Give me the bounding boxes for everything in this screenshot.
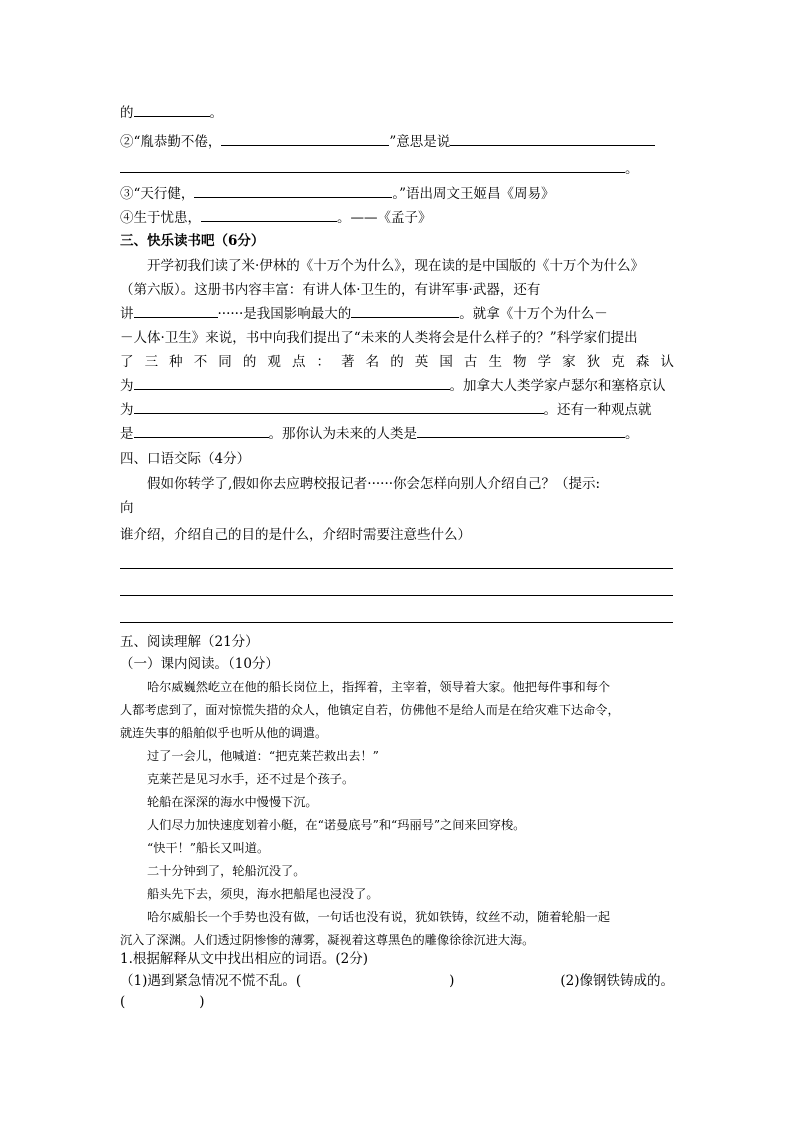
fill-line-3: 。 [120,160,639,178]
s3-para-line: 为 。还有一种观点就 [120,402,652,418]
section-5-heading: 五、阅读理解（21分） [120,634,259,650]
answer-line[interactable] [120,568,673,569]
answer-blank[interactable] [134,401,544,414]
reading-passage-line: 克莱芒是见习水手，还不过是个孩子。 [147,772,355,786]
answer-line[interactable] [120,622,673,623]
section-4-heading: 四、口语交际（4分） [120,451,251,467]
answer-blank[interactable] [351,305,459,318]
reading-passage-line: 哈尔威巍然屹立在他的船长岗位上，指挥着，主宰着，领导着大家。他把每件事和每个 [147,680,611,694]
fill-line-5: ④生于忧患， 。——《孟子》 [120,210,432,226]
s3-spaced-line: 了 三 种 不 同 的 观 点 ： 著 名 的 英 国 古 生 物 学 家 狄 克 森 认 [120,354,674,370]
answer-blank[interactable] [134,104,210,117]
reading-passage-line: 人们尽力加快速度划着小艇，在“诺曼底号”和“玛丽号”之间来回穿梭。 [147,818,526,832]
answer-blank[interactable] [120,160,625,173]
answer-blank[interactable] [221,133,389,146]
s3-para-line: －人体·卫生》来说，书中向我们提出了“未来的人类将会是什么样子的？”科学家们提出 [120,330,638,346]
fill-line-1: 的 。 [120,105,223,121]
answer-blank[interactable] [134,305,218,318]
reading-passage-line: 轮船在深深的海水中慢慢下沉。 [147,795,318,809]
section-3-heading: 三、快乐读书吧（6分） [120,233,265,249]
fill-line-2: ②“胤恭勤不倦， ”意思是说 [120,133,655,151]
reading-passage-line: 哈尔威船长一个手势也没有做，一句话也没有说，犹如铁铸，纹丝不动，随着轮船一起 [147,910,611,924]
answer-blank[interactable] [194,185,392,198]
reading-passage-line: 过了一会儿，他喊道：“把克莱芒救出去！” [147,749,379,763]
s3-para-line: 开学初我们读了米·伊林的《十万个为什么》，现在读的是中国版的《十万个为什么》 [147,258,645,274]
answer-blank[interactable] [201,209,337,222]
s3-para-line: 是 。那你认为未来的人类是 。 [120,426,639,442]
s3-para-line: 为 。加拿大人类学家卢瑟尔和塞格京认 [120,378,666,394]
s4-para-line: 假如你转学了,假如你去应聘校报记者······你会怎样向别人介绍自己？（提示: [147,476,601,492]
answer-blank[interactable] [134,377,450,390]
question-1-items: （1)遇到紧急情况不慌不乱。( ) (2)像钢铁铸成的。 [120,973,674,989]
s3-para-line: 讲 ······是我国影响最大的 。就拿《十万个为什么－ [120,306,608,322]
answer-line[interactable] [120,595,673,596]
question-1-item-2-answer: ( ) [120,994,205,1010]
reading-passage-line: 人都考虑到了，面对惊慌失措的众人，他镇定自若，仿佛他不是给人而是在给灾难下达命令， [120,703,620,717]
reading-passage-line: 就连失事的船舶似乎也听从他的调遣。 [120,726,328,740]
fill-line-4: ③“天行健， 。”语出周文王姬昌《周易》 [120,186,555,202]
s4-para-line: 谁介绍，介绍自己的目的是什么，介绍时需要注意些什么） [120,527,471,543]
reading-passage-line: 二十分钟到了，轮船沉没了。 [147,864,306,878]
answer-blank[interactable] [450,133,655,146]
s3-para-line: （第六版）。这册书内容丰富：有讲人体·卫生的，有讲军事·武器，还有 [120,282,541,298]
reading-passage-line: 沉入了深渊。人们透过阴惨惨的薄雾，凝视着这尊黑色的雕像徐徐沉进大海。 [120,933,535,947]
reading-passage-line: “快干！”船长又叫道。 [147,841,270,855]
answer-blank[interactable] [417,425,625,438]
subsection-heading: （一）课内阅读。（10分） [120,656,279,672]
answer-blank[interactable] [134,425,269,438]
s4-para-line: 向 [120,500,134,516]
reading-passage-line: 船头先下去，须臾，海水把船尾也浸没了。 [147,887,379,901]
question-1: 1.根据解释从文中找出相应的词语。(2分) [120,951,369,967]
